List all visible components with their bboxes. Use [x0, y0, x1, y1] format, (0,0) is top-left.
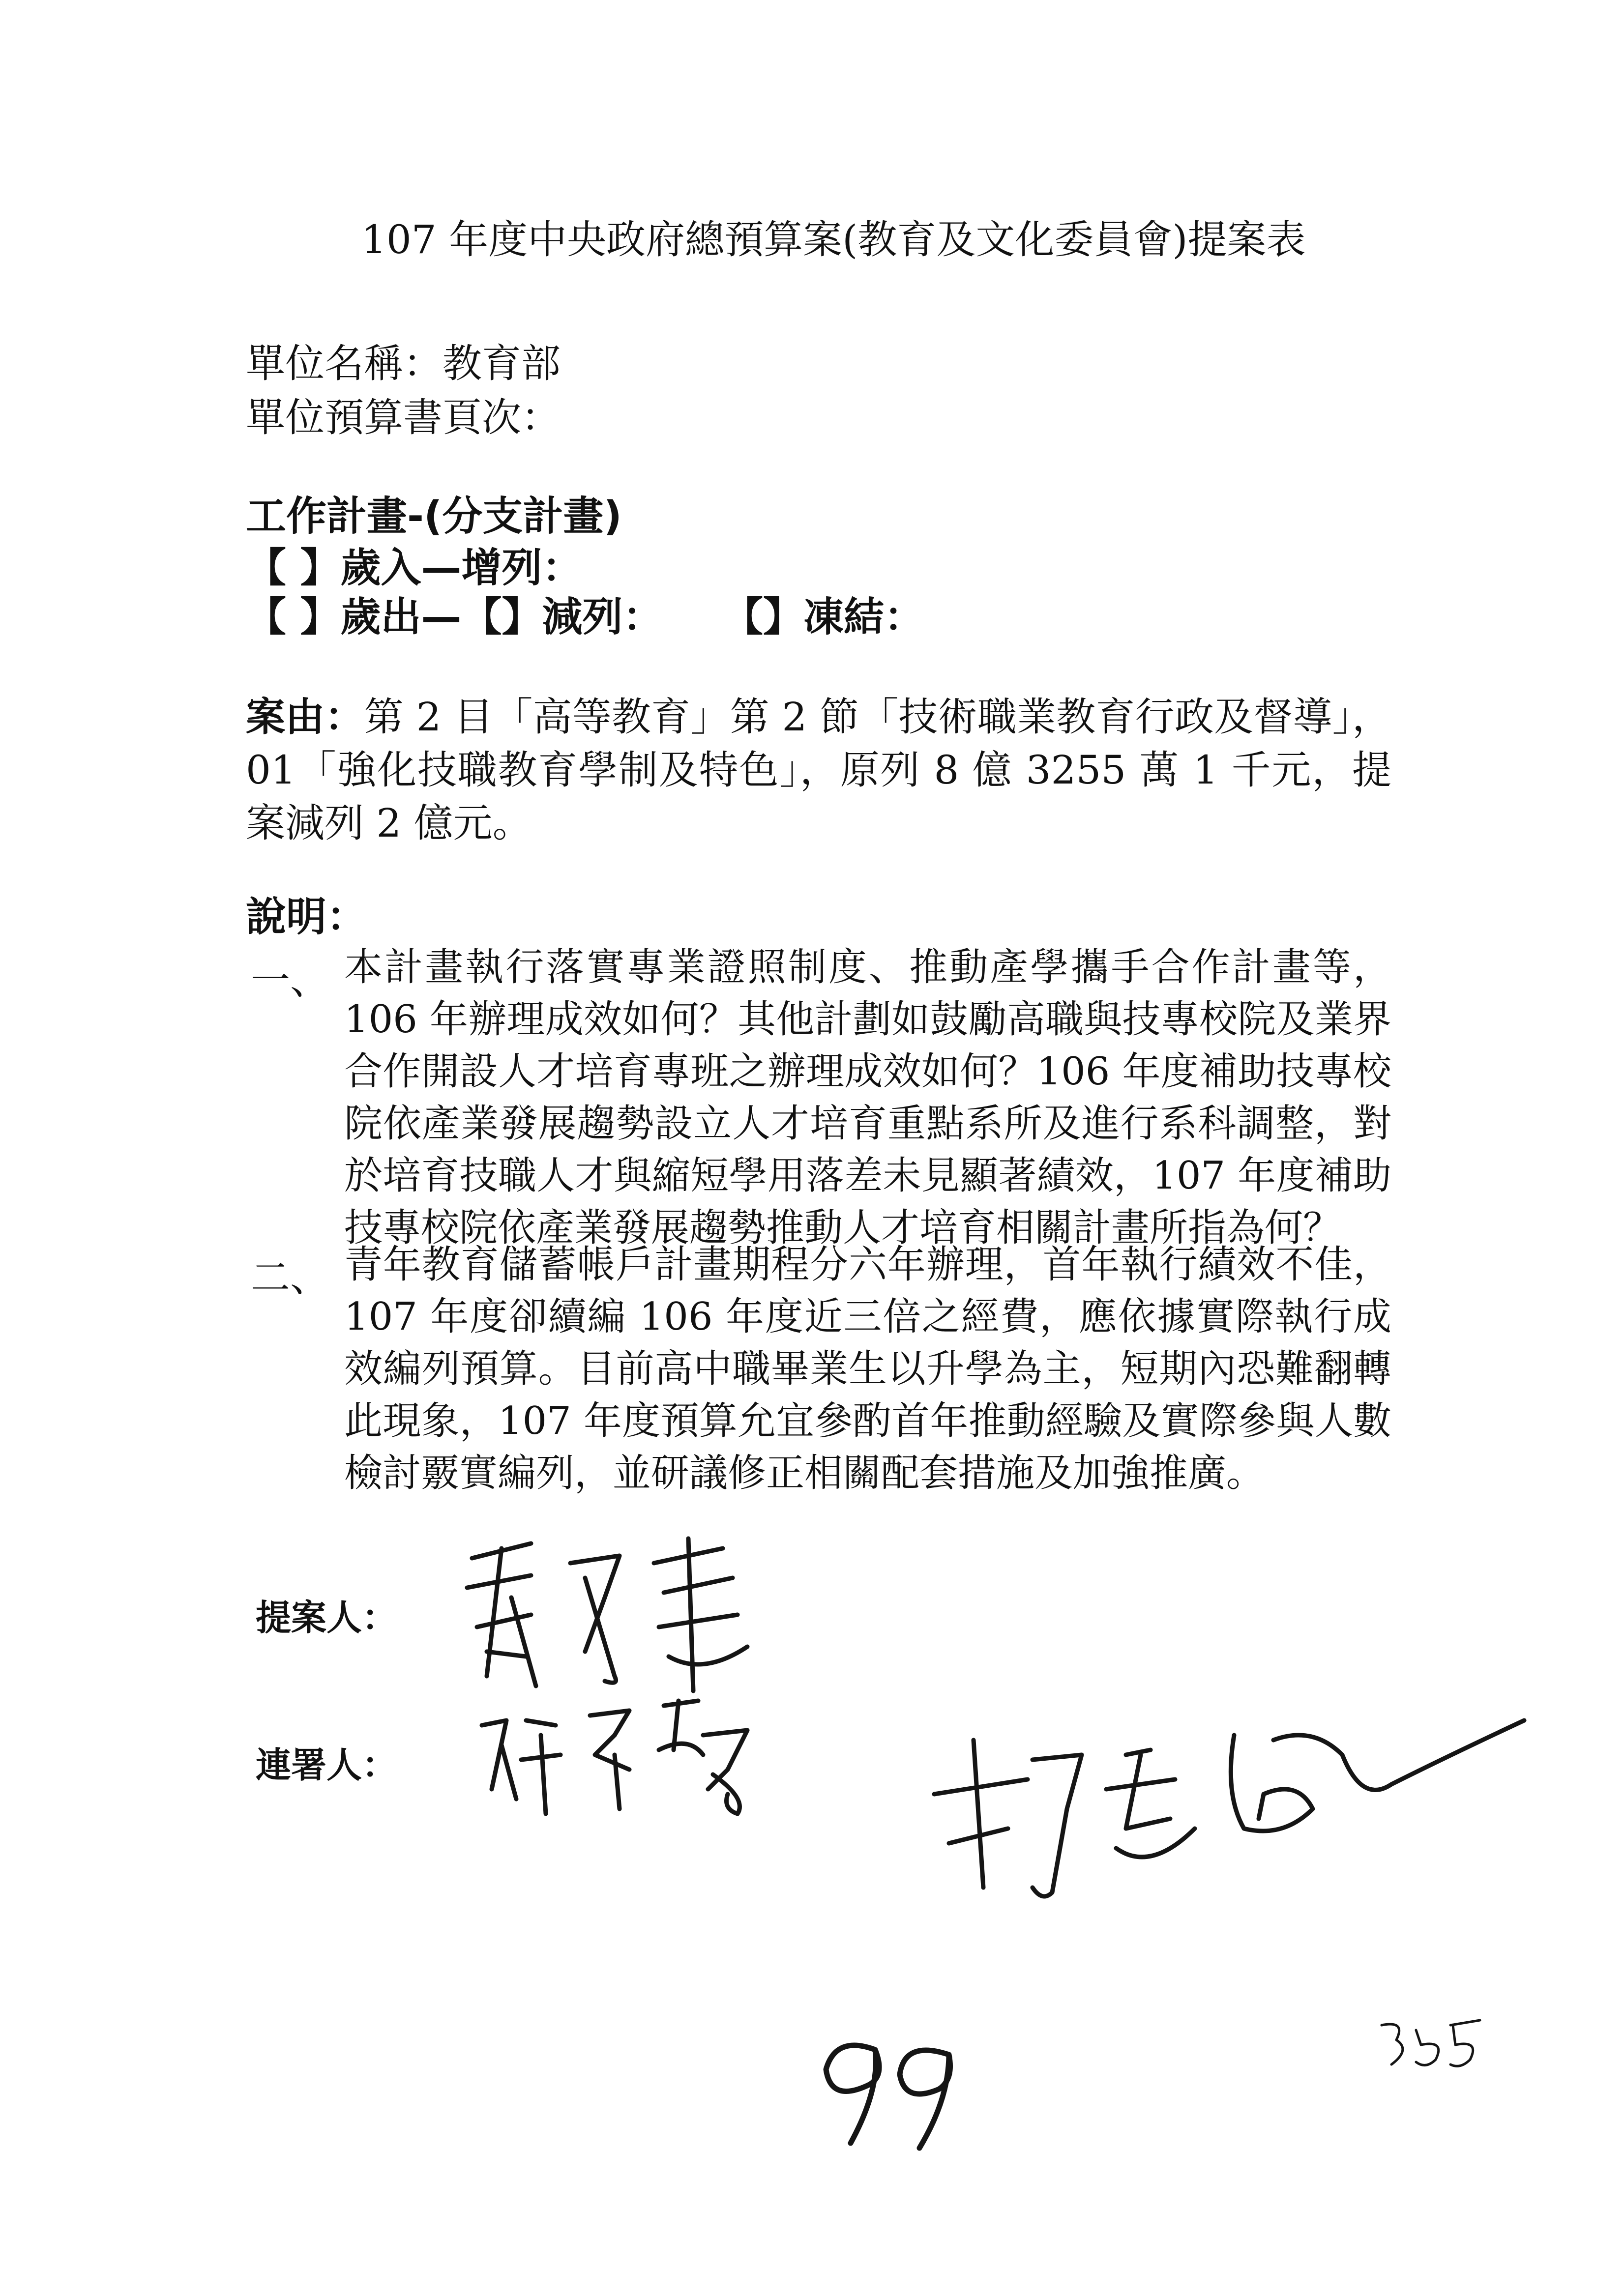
budget-page-reference: 單位預算書頁次： — [246, 395, 561, 440]
item-1-text: 本計畫執行落實專業證照制度、推動產學攜手合作計畫等，106 年辦理成效如何？其他計劃如鼓勵高職與技專校院及業界合作開設人才培育專班之辦理成效如何？106 年度補助技專校院依產業發展趨勢設立人才培育重點系所及進行系科調整，對於培育技職人才與縮短學用落差未見顯著績效，107 年度補助技專校院依產業發展趨勢推動人才培育相關計畫所指為何？ — [344, 945, 1391, 1250]
item-2-marker: 二、 — [251, 1255, 329, 1301]
work-plan-heading: 工作計畫-(分支計畫) — [246, 493, 622, 540]
handwritten-page-number — [806, 2030, 964, 2158]
cosigner-signature-2 — [919, 1681, 1534, 1907]
item-2-text: 青年教育儲蓄帳戶計畫期程分六年辦理，首年執行績效不佳，107 年度卻續編 106 年度近三倍之經費，應依據實際執行成效編列預算。目前高中職畢業生以升學為主，短期內恐難翻轉此現象，107 年度預算允宜參酌首年推動經驗及實際參與人數檢討覈實編列，並研議修正相關配套措施及加強推廣。 — [344, 1243, 1391, 1495]
explanation-heading: 說明： — [246, 894, 367, 940]
proposer-label: 提案人： — [256, 1597, 398, 1638]
cosigner-signature-1 — [472, 1691, 777, 1819]
proposer-signature — [457, 1529, 762, 1696]
case-text: 第 2 目「高等教育」第 2 節「技術職業教育行政及督導」，01「強化技職教育學制及特色」，原列 8 億 3255 萬 1 千元，提案減列 2 億元。 — [246, 694, 1392, 846]
handwritten-sheet-number — [1377, 2010, 1490, 2074]
document-title: 107 年度中央政府總預算案(教育及文化委員會)提案表 — [361, 217, 1306, 262]
cosigner-label: 連署人： — [256, 1744, 398, 1786]
case-label: 案由： — [246, 694, 364, 740]
freeze-line: 【】凍結： — [723, 594, 925, 640]
item-1-marker: 一、 — [251, 958, 329, 1003]
revenue-increase-line: 【 】歲入—增列： — [246, 545, 583, 591]
expenditure-reduction-line: 【 】歲出—【】減列： — [246, 594, 663, 640]
unit-name: 單位名稱：教育部 — [246, 341, 561, 386]
case-paragraph — [246, 691, 1391, 850]
